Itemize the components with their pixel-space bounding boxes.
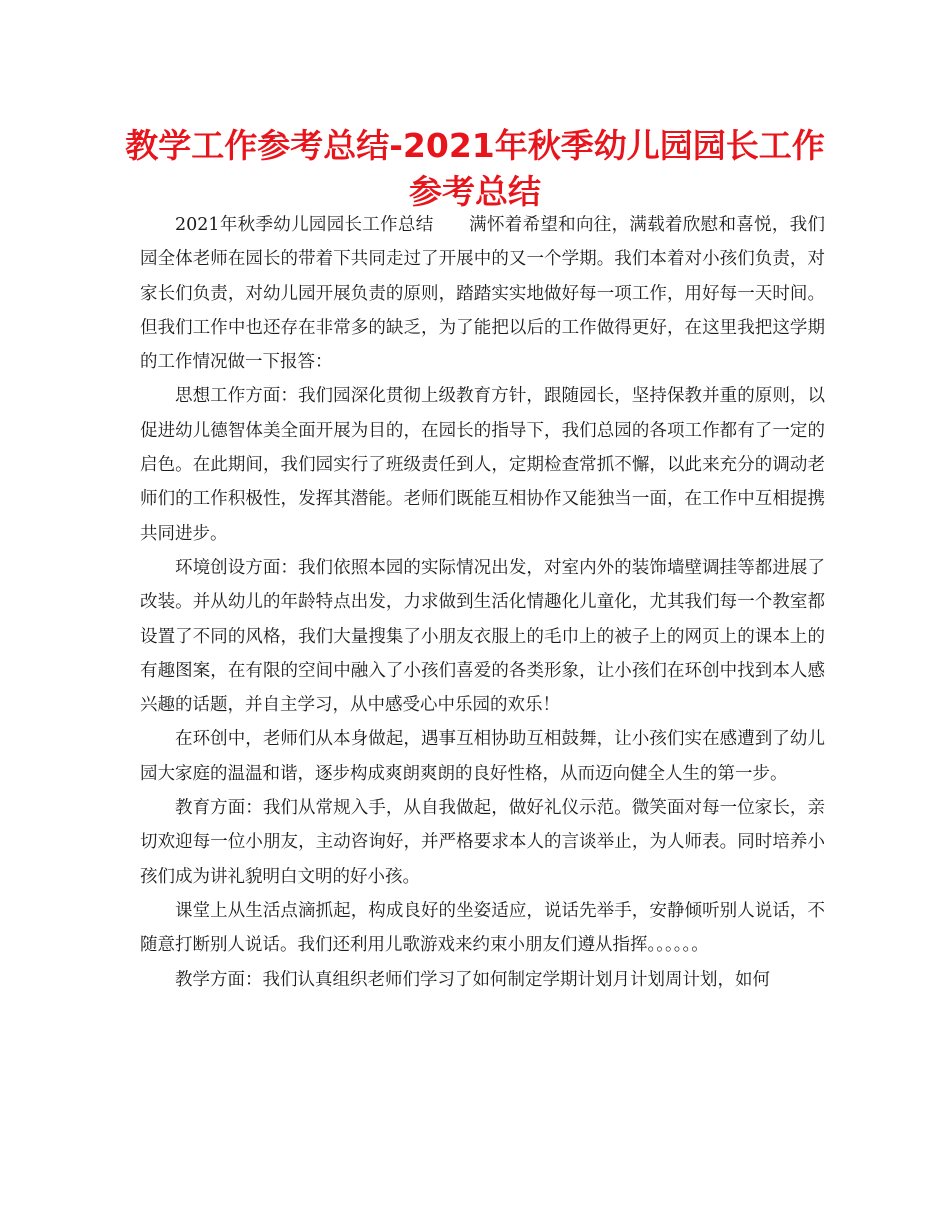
paragraph-environment-teachers: 在环创中，老师们从本身做起，遇事互相协助互相鼓舞，让小孩们实在感遭到了幼儿园大家庭的温温和谐，逐步构成爽朗爽朗的良好性格，从而迈向健全人生的第一步。	[140, 729, 825, 784]
document-title-line-1: 教学工作参考总结-2021年秋季幼儿园园长工作	[125, 126, 825, 165]
document-body	[140, 208, 825, 997]
paragraph-education: 教育方面：我们从常规入手，从自我做起，做好礼仪示范。微笑面对每一位家长，亲切欢迎每一位小朋友，主动咨询好，并严格要求本人的言谈举止，为人师表。同时培养小孩们成为讲礼貌明白文明的好小孩。	[140, 798, 825, 887]
paragraph-classroom: 课堂上从生活点滴抓起，构成良好的坐姿适应，说话先举手，安静倾听别人说话，不随意打断别人说话。我们还利用儿歌游戏来约束小朋友们遵从指挥。。。。。。	[140, 900, 825, 956]
document-title-line-2: 参考总结	[409, 172, 541, 211]
paragraph-environment: 环境创设方面：我们依照本园的实际情况出发，对室内外的装饰墙壁调挂等都进展了改装。并从幼儿的年龄特点出发，力求做到生活化情趣化儿童化，尤其我们每一个教室都设置了不同的风格，我们大量搜集了小朋友衣服上的毛巾上的被子上的网页上的课本上的有趣图案，在有限的空间中融入了小孩们喜爱的各类形象，让小孩们在环创中找到本人感兴趣的话题，并自主学习，从中感受心中乐园的欢乐！	[140, 557, 825, 716]
paragraph-intro: 2021年秋季幼儿园园长工作总结 满怀着希望和向往，满载着欣慰和喜悦，我们园全体老师在园长的带着下共同走过了开展中的又一个学期。我们本着对小孩们负责，对家长们负责，对幼儿园开展负责的原则，踏踏实实地做好每一项工作，用好每一天时间。但我们工作中也还存在非常多的缺乏，为了能把以后的工作做得更好，在这里我把这学期的工作情况做一下报答：	[140, 215, 825, 373]
paragraph-ideology: 思想工作方面：我们园深化贯彻上级教育方针，跟随园长，坚持保教并重的原则，以促进幼儿德智体美全面开展为目的，在园长的指导下，我们总园的各项工作都有了一定的启色。在此期间，我们园实行了班级责任到人，定期检查常抓不懈，以此来充分的调动老师们的工作积极性，发挥其潜能。老师们既能互相协作又能独当一面，在工作中互相提携共同进步。	[140, 386, 825, 544]
paragraph-teaching: 教学方面：我们认真组织老师们学习了如何制定学期计划月计划周计划，如何	[175, 969, 770, 990]
